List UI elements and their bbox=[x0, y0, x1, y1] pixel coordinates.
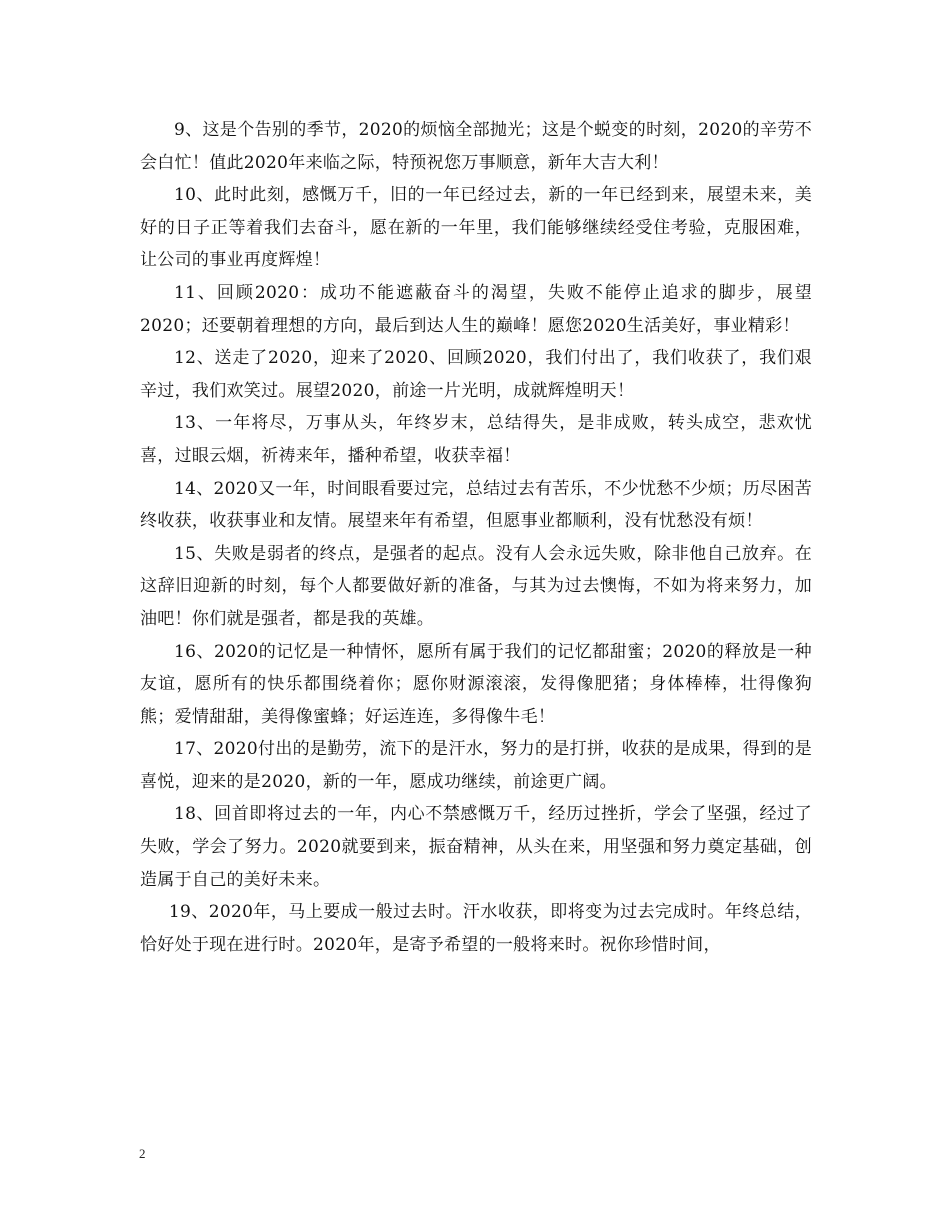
page-number: 2 bbox=[139, 1146, 146, 1161]
paragraph-15: 15、失败是弱者的终点，是强者的起点。没有人会永远失败，除非他自己放弃。在这辞旧迎新的时刻，每个人都要做好新的准备，与其为过去懊悔，不如为将来努力，加油吧！你们就是强者，都是我的英雄。 bbox=[140, 543, 812, 629]
paragraph-14: 14、2020又一年，时间眼看要过完，总结过去有苦乐，不少忧愁不少烦；历尽困苦终收获，收获事业和友情。展望来年有希望，但愿事业都顺利，没有忧愁没有烦！ bbox=[140, 478, 812, 532]
paragraph-17: 17、2020付出的是勤劳，流下的是汗水，努力的是打拼，收获的是成果，得到的是喜悦，迎来的是2020，新的一年，愿成功继续，前途更广阔。 bbox=[140, 739, 812, 792]
paragraph-13: 13、一年将尽，万事从头，年终岁末，总结得失，是非成败，转头成空，悲欢忧喜，过眼云烟，祈祷来年，播种希望，收获幸福！ bbox=[140, 413, 812, 466]
paragraph-12: 12、送走了2020，迎来了2020、回顾2020，我们付出了，我们收获了，我们艰辛过，我们欢笑过。展望2020，前途一片光明，成就辉煌明天！ bbox=[140, 348, 812, 401]
paragraph-10: 10、此时此刻，感慨万千，旧的一年已经过去，新的一年已经到来，展望未来，美好的日子正等着我们去奋斗，愿在新的一年里，我们能够继续经受住考验，克服困难，让公司的事业再度辉煌！ bbox=[140, 185, 812, 271]
paragraph-18: 18、回首即将过去的一年，内心不禁感慨万千，经历过挫折，学会了坚强，经过了失败，学会了努力。2020就要到来，振奋精神，从头在来，用坚强和努力奠定基础，创造属于自己的美好未来。 bbox=[140, 804, 812, 890]
paragraph-9: 9、这是个告别的季节，2020的烦恼全部抛光；这是个蜕变的时刻，2020的辛劳不会白忙！值此2020年来临之际，特预祝您万事顺意，新年大吉大利！ bbox=[140, 120, 812, 173]
paragraph-16: 16、2020的记忆是一种情怀，愿所有属于我们的记忆都甜蜜；2020的释放是一种友谊，愿所有的快乐都围绕着你；愿你财源滚滚，发得像肥猪；身体棒棒，壮得像狗熊；爱情甜甜，美得像蜜蜂；好运连连，多得像牛毛！ bbox=[140, 641, 812, 727]
paragraph-19: 19、2020年，马上要成一般过去时。汗水收获，即将变为过去完成时。年终总结，恰好处于现在进行时。2020年，是寄予希望的一般将来时。祝你珍惜时间， bbox=[140, 902, 812, 955]
document-body bbox=[140, 114, 812, 961]
paragraph-11: 11、回顾2020：成功不能遮蔽奋斗的渴望，失败不能停止追求的脚步，展望2020；还要朝着理想的方向，最后到达人生的巅峰！愿您2020生活美好，事业精彩！ bbox=[140, 282, 812, 336]
